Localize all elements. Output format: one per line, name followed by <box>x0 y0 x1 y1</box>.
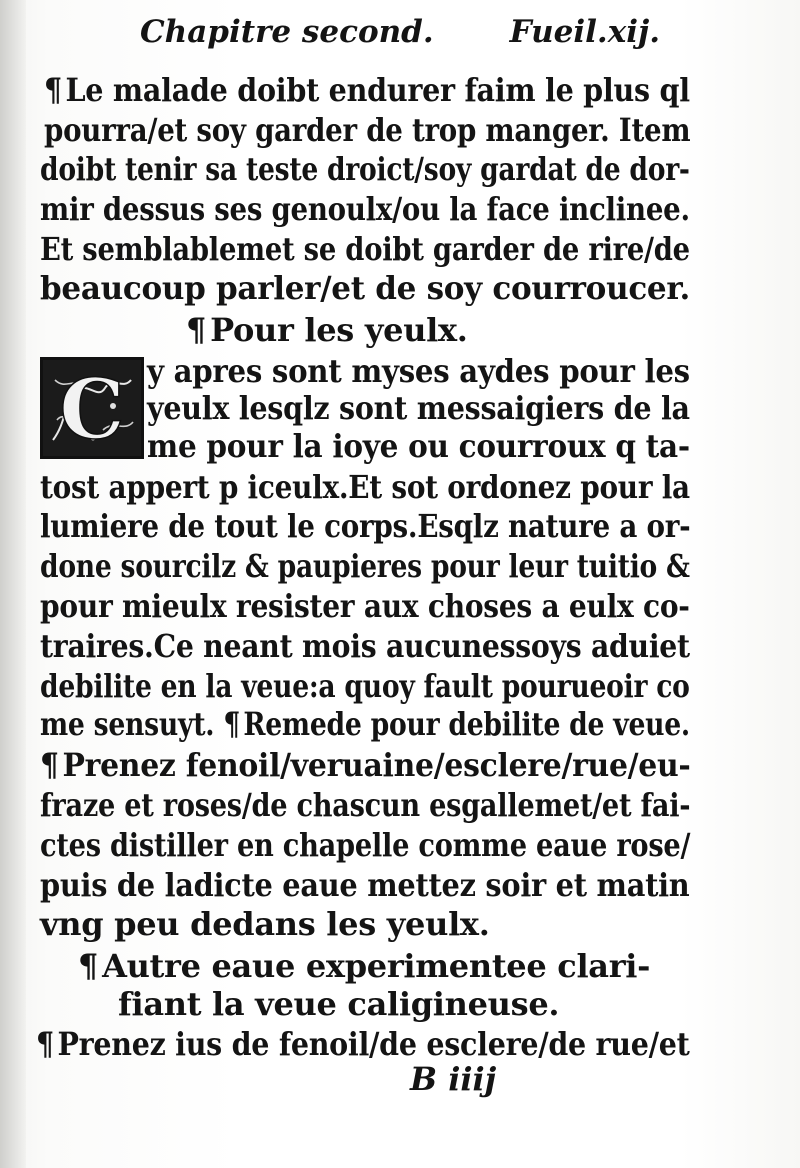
line-text: Remede pour debilite de veue. <box>243 705 690 743</box>
text-line: tost appert p iceulx.Et sot ordonez pour la <box>40 468 690 506</box>
text-line: pourra/et soy garder de trop manger. Item <box>44 111 691 149</box>
line-text: me sensuyt. <box>40 705 215 743</box>
line-text: Prenez fenoil/veruaine/esclere/rue/eu- <box>62 746 691 784</box>
text-line: traires.Ce neant mois aucunessoys aduiet <box>40 627 690 665</box>
pilcrow-icon: ¶ <box>223 705 241 743</box>
text-line: doibt tenir sa teste droict/soy gardat de dor- <box>40 150 690 188</box>
text-line: debilite en la veue:a quoy fault pourueoir co <box>40 667 690 705</box>
text-line: done sourcilz & paupieres pour leur tuitio & <box>40 547 690 585</box>
pilcrow-icon: ¶ <box>44 71 62 109</box>
running-header <box>140 14 660 60</box>
line-text: Le malade doibt endurer faim le plus ql <box>65 71 690 109</box>
svg-text:C: C <box>59 362 125 456</box>
text-line: beaucoup parler/et de soy courroucer. <box>40 269 691 307</box>
text-line <box>44 70 690 110</box>
spine-shadow <box>0 0 26 1168</box>
text-line: pour mieulx resister aux choses a eulx co- <box>40 587 690 625</box>
text-line: y apres sont myses aydes pour les <box>147 352 690 390</box>
section-heading <box>186 310 468 350</box>
text-line: Et semblablemet se doibt garder de rire/de <box>40 230 690 268</box>
text-line: puis de ladicte eaue mettez soir et matin <box>40 866 690 904</box>
heading-text: Pour les yeulx. <box>210 311 468 349</box>
chapter-title: Chapitre second. <box>140 14 434 50</box>
decorated-initial-letter <box>40 357 144 459</box>
text-line: lumiere de tout le corps.Esqlz nature a or- <box>40 507 691 545</box>
line-text: Prenez ius de fenoil/de esclere/de rue/et <box>57 1025 690 1063</box>
section-heading-continued: fiant la veue caligineuse. <box>118 985 560 1023</box>
folio-number: Fueil.xij. <box>509 14 660 50</box>
text-line: yeulx lesqlz sont messaigiers de la <box>147 389 690 427</box>
text-line: mir dessus ses genoulx/ou la face inclinee. <box>40 190 690 228</box>
pilcrow-icon: ¶ <box>186 311 207 349</box>
signature-mark: B iiij <box>410 1060 497 1098</box>
text-line <box>36 1024 690 1064</box>
text-line: fraze et roses/de chascun esgallemet/et fai- <box>40 786 691 824</box>
pilcrow-icon: ¶ <box>36 1025 54 1063</box>
text-line: ctes distiller en chapelle comme eaue rose/ <box>40 826 691 864</box>
pilcrow-icon: ¶ <box>40 746 59 784</box>
pilcrow-icon: ¶ <box>78 947 99 985</box>
heading-text: Autre eaue experimentee clari- <box>102 947 651 985</box>
section-heading <box>78 946 650 986</box>
text-line: vng peu dedans les yeulx. <box>40 905 490 943</box>
text-line <box>40 745 691 785</box>
text-line <box>40 704 690 744</box>
text-line: me pour la ioye ou courroux q ta- <box>147 427 690 465</box>
